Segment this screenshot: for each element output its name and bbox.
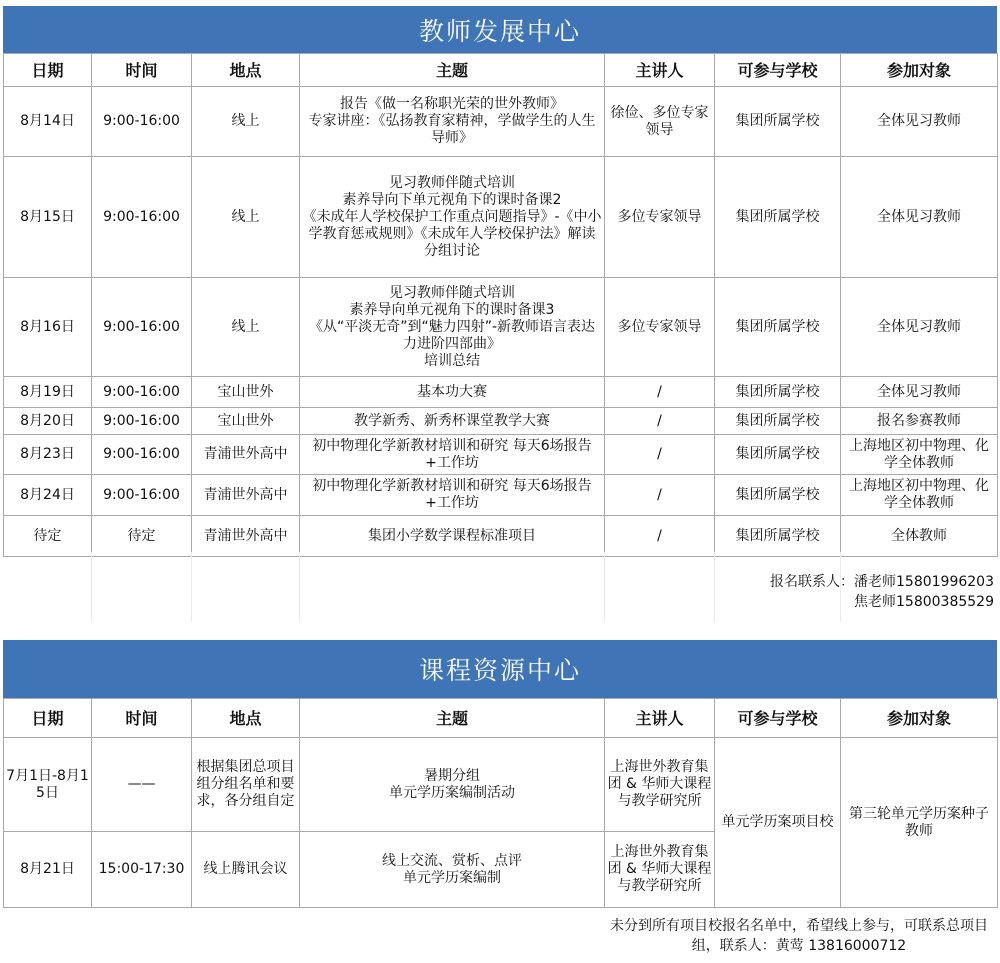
cell-topic: 初中物理化学新教材培训和研究 每天6场报告+工作坊 — [300, 475, 605, 516]
header-speaker: 主讲人 — [605, 699, 715, 738]
cell-school: 集团所属学校 — [715, 516, 841, 557]
header-school: 可参与学校 — [715, 54, 841, 87]
cell-place: 线上腾讯会议 — [192, 832, 300, 908]
participation-note: 未分到所有项目校报名名单中，希望线上参与，可联系总项目组，联系人：黄莺 13816000712 — [610, 918, 988, 954]
cell-school-merged: 单元学历案项目校 — [715, 738, 841, 908]
table-header-row — [4, 54, 998, 87]
cell-topic: 基本功大赛 — [300, 377, 605, 408]
gridline — [91, 552, 92, 622]
header-place: 地点 — [192, 54, 300, 87]
cell-topic: 暑期分组 单元学历案编制活动 — [300, 738, 605, 832]
section-title-teacher-development — [3, 6, 997, 53]
cell-time: 9:00-16:00 — [92, 87, 192, 157]
cell-topic: 见习教师伴随式培训 素养导向下单元视角下的课时备课2 《未成年人学校保护工作重点问题指导》-《中小学教育惩戒规则》《未成年人学校保护法》解读 分组讨论 — [300, 157, 605, 278]
cell-date: 8月23日 — [4, 435, 92, 475]
cell-time: 待定 — [92, 516, 192, 557]
cell-speaker: 上海世外教育集团 & 华师大课程与教学研究所 — [605, 738, 715, 832]
table-row — [4, 738, 998, 832]
cell-time: 9:00-16:00 — [92, 408, 192, 435]
cell-place: 宝山世外 — [192, 377, 300, 408]
cell-speaker: 上海世外教育集团 & 华师大课程与教学研究所 — [605, 832, 715, 908]
cell-audience: 全体见习教师 — [841, 278, 998, 377]
cell-place: 青浦世外高中 — [192, 516, 300, 557]
cell-date: 8月20日 — [4, 408, 92, 435]
table-row — [4, 87, 998, 157]
header-time: 时间 — [92, 54, 192, 87]
cell-topic: 见习教师伴随式培训 素养导向单元视角下的课时备课3 《从“平淡无奇”到“魅力四射”-新教师语言表达力进阶四部曲》 培训总结 — [300, 278, 605, 377]
cell-school: 集团所属学校 — [715, 87, 841, 157]
cell-place: 线上 — [192, 87, 300, 157]
header-topic: 主题 — [300, 54, 605, 87]
cell-time: 15:00-17:30 — [92, 832, 192, 908]
cell-speaker: 徐俭、多位专家领导 — [605, 87, 715, 157]
cell-topic: 教学新秀、新秀杯课堂教学大赛 — [300, 408, 605, 435]
cell-date: 7月1日-8月15日 — [4, 738, 92, 832]
cell-audience: 上海地区初中物理、化学全体教师 — [841, 435, 998, 475]
header-date: 日期 — [4, 699, 92, 738]
cell-place: 宝山世外 — [192, 408, 300, 435]
cell-audience: 上海地区初中物理、化学全体教师 — [841, 475, 998, 516]
header-speaker: 主讲人 — [605, 54, 715, 87]
gridline — [604, 552, 605, 622]
cell-date: 8月24日 — [4, 475, 92, 516]
cell-speaker: 多位专家领导 — [605, 157, 715, 278]
cell-time: 9:00-16:00 — [92, 157, 192, 278]
header-audience: 参加对象 — [841, 54, 998, 87]
table-row — [4, 377, 998, 408]
registration-contact — [770, 572, 994, 612]
cell-audience: 全体见习教师 — [841, 157, 998, 278]
cell-date: 待定 — [4, 516, 92, 557]
cell-school: 集团所属学校 — [715, 475, 841, 516]
cell-school: 集团所属学校 — [715, 278, 841, 377]
cell-place: 根据集团总项目组分组名单和要求，各分组自定 — [192, 738, 300, 832]
cell-audience-merged: 第三轮单元学历案种子教师 — [841, 738, 998, 908]
gridline — [714, 552, 715, 622]
cell-speaker: / — [605, 408, 715, 435]
section-title-course-resources — [3, 640, 997, 698]
header-date: 日期 — [4, 54, 92, 87]
cell-place: 线上 — [192, 157, 300, 278]
cell-audience: 全体教师 — [841, 516, 998, 557]
cell-topic: 线上交流、赏析、点评 单元学历案编制 — [300, 832, 605, 908]
cell-place: 青浦世外高中 — [192, 475, 300, 516]
table-header-row — [4, 699, 998, 738]
cell-time: 9:00-16:00 — [92, 377, 192, 408]
cell-time: —— — [92, 738, 192, 832]
header-place: 地点 — [192, 699, 300, 738]
table-row — [4, 157, 998, 278]
cell-place: 线上 — [192, 278, 300, 377]
cell-school: 集团所属学校 — [715, 408, 841, 435]
cell-time: 9:00-16:00 — [92, 278, 192, 377]
table-row — [4, 435, 998, 475]
table-row — [4, 475, 998, 516]
header-school: 可参与学校 — [715, 699, 841, 738]
cell-speaker: 多位专家领导 — [605, 278, 715, 377]
cell-date: 8月16日 — [4, 278, 92, 377]
contact-line: 焦老师15800385529 — [854, 594, 994, 610]
cell-date: 8月21日 — [4, 832, 92, 908]
section-title-text: 课程资源中心 — [418, 656, 581, 685]
cell-speaker: / — [605, 516, 715, 557]
cell-audience: 全体见习教师 — [841, 377, 998, 408]
cell-audience: 全体见习教师 — [841, 87, 998, 157]
contact-line: 报名联系人：潘老师15801996203 — [770, 574, 994, 590]
teacher-development-table — [3, 53, 998, 557]
table-row — [4, 516, 998, 557]
cell-date: 8月19日 — [4, 377, 92, 408]
cell-topic: 报告《做一名称职光荣的世外教师》 专家讲座：《弘扬教育家精神，学做学生的人生导师》 — [300, 87, 605, 157]
cell-speaker: / — [605, 377, 715, 408]
cell-school: 集团所属学校 — [715, 157, 841, 278]
section-title-text: 教师发展中心 — [418, 16, 581, 46]
cell-school: 集团所属学校 — [715, 435, 841, 475]
cell-audience: 报名参赛教师 — [841, 408, 998, 435]
cell-time: 9:00-16:00 — [92, 435, 192, 475]
gridline — [299, 552, 300, 622]
course-resources-table — [3, 698, 998, 908]
header-topic: 主题 — [300, 699, 605, 738]
header-audience: 参加对象 — [841, 699, 998, 738]
cell-time: 9:00-16:00 — [92, 475, 192, 516]
cell-topic: 初中物理化学新教材培训和研究 每天6场报告+工作坊 — [300, 435, 605, 475]
header-time: 时间 — [92, 699, 192, 738]
cell-place: 青浦世外高中 — [192, 435, 300, 475]
cell-school: 集团所属学校 — [715, 377, 841, 408]
cell-speaker: / — [605, 475, 715, 516]
cell-topic: 集团小学数学课程标准项目 — [300, 516, 605, 557]
gridline — [191, 552, 192, 622]
table-row — [4, 408, 998, 435]
cell-date: 8月14日 — [4, 87, 92, 157]
table-row — [4, 278, 998, 377]
cell-date: 8月15日 — [4, 157, 92, 278]
cell-speaker: / — [605, 435, 715, 475]
